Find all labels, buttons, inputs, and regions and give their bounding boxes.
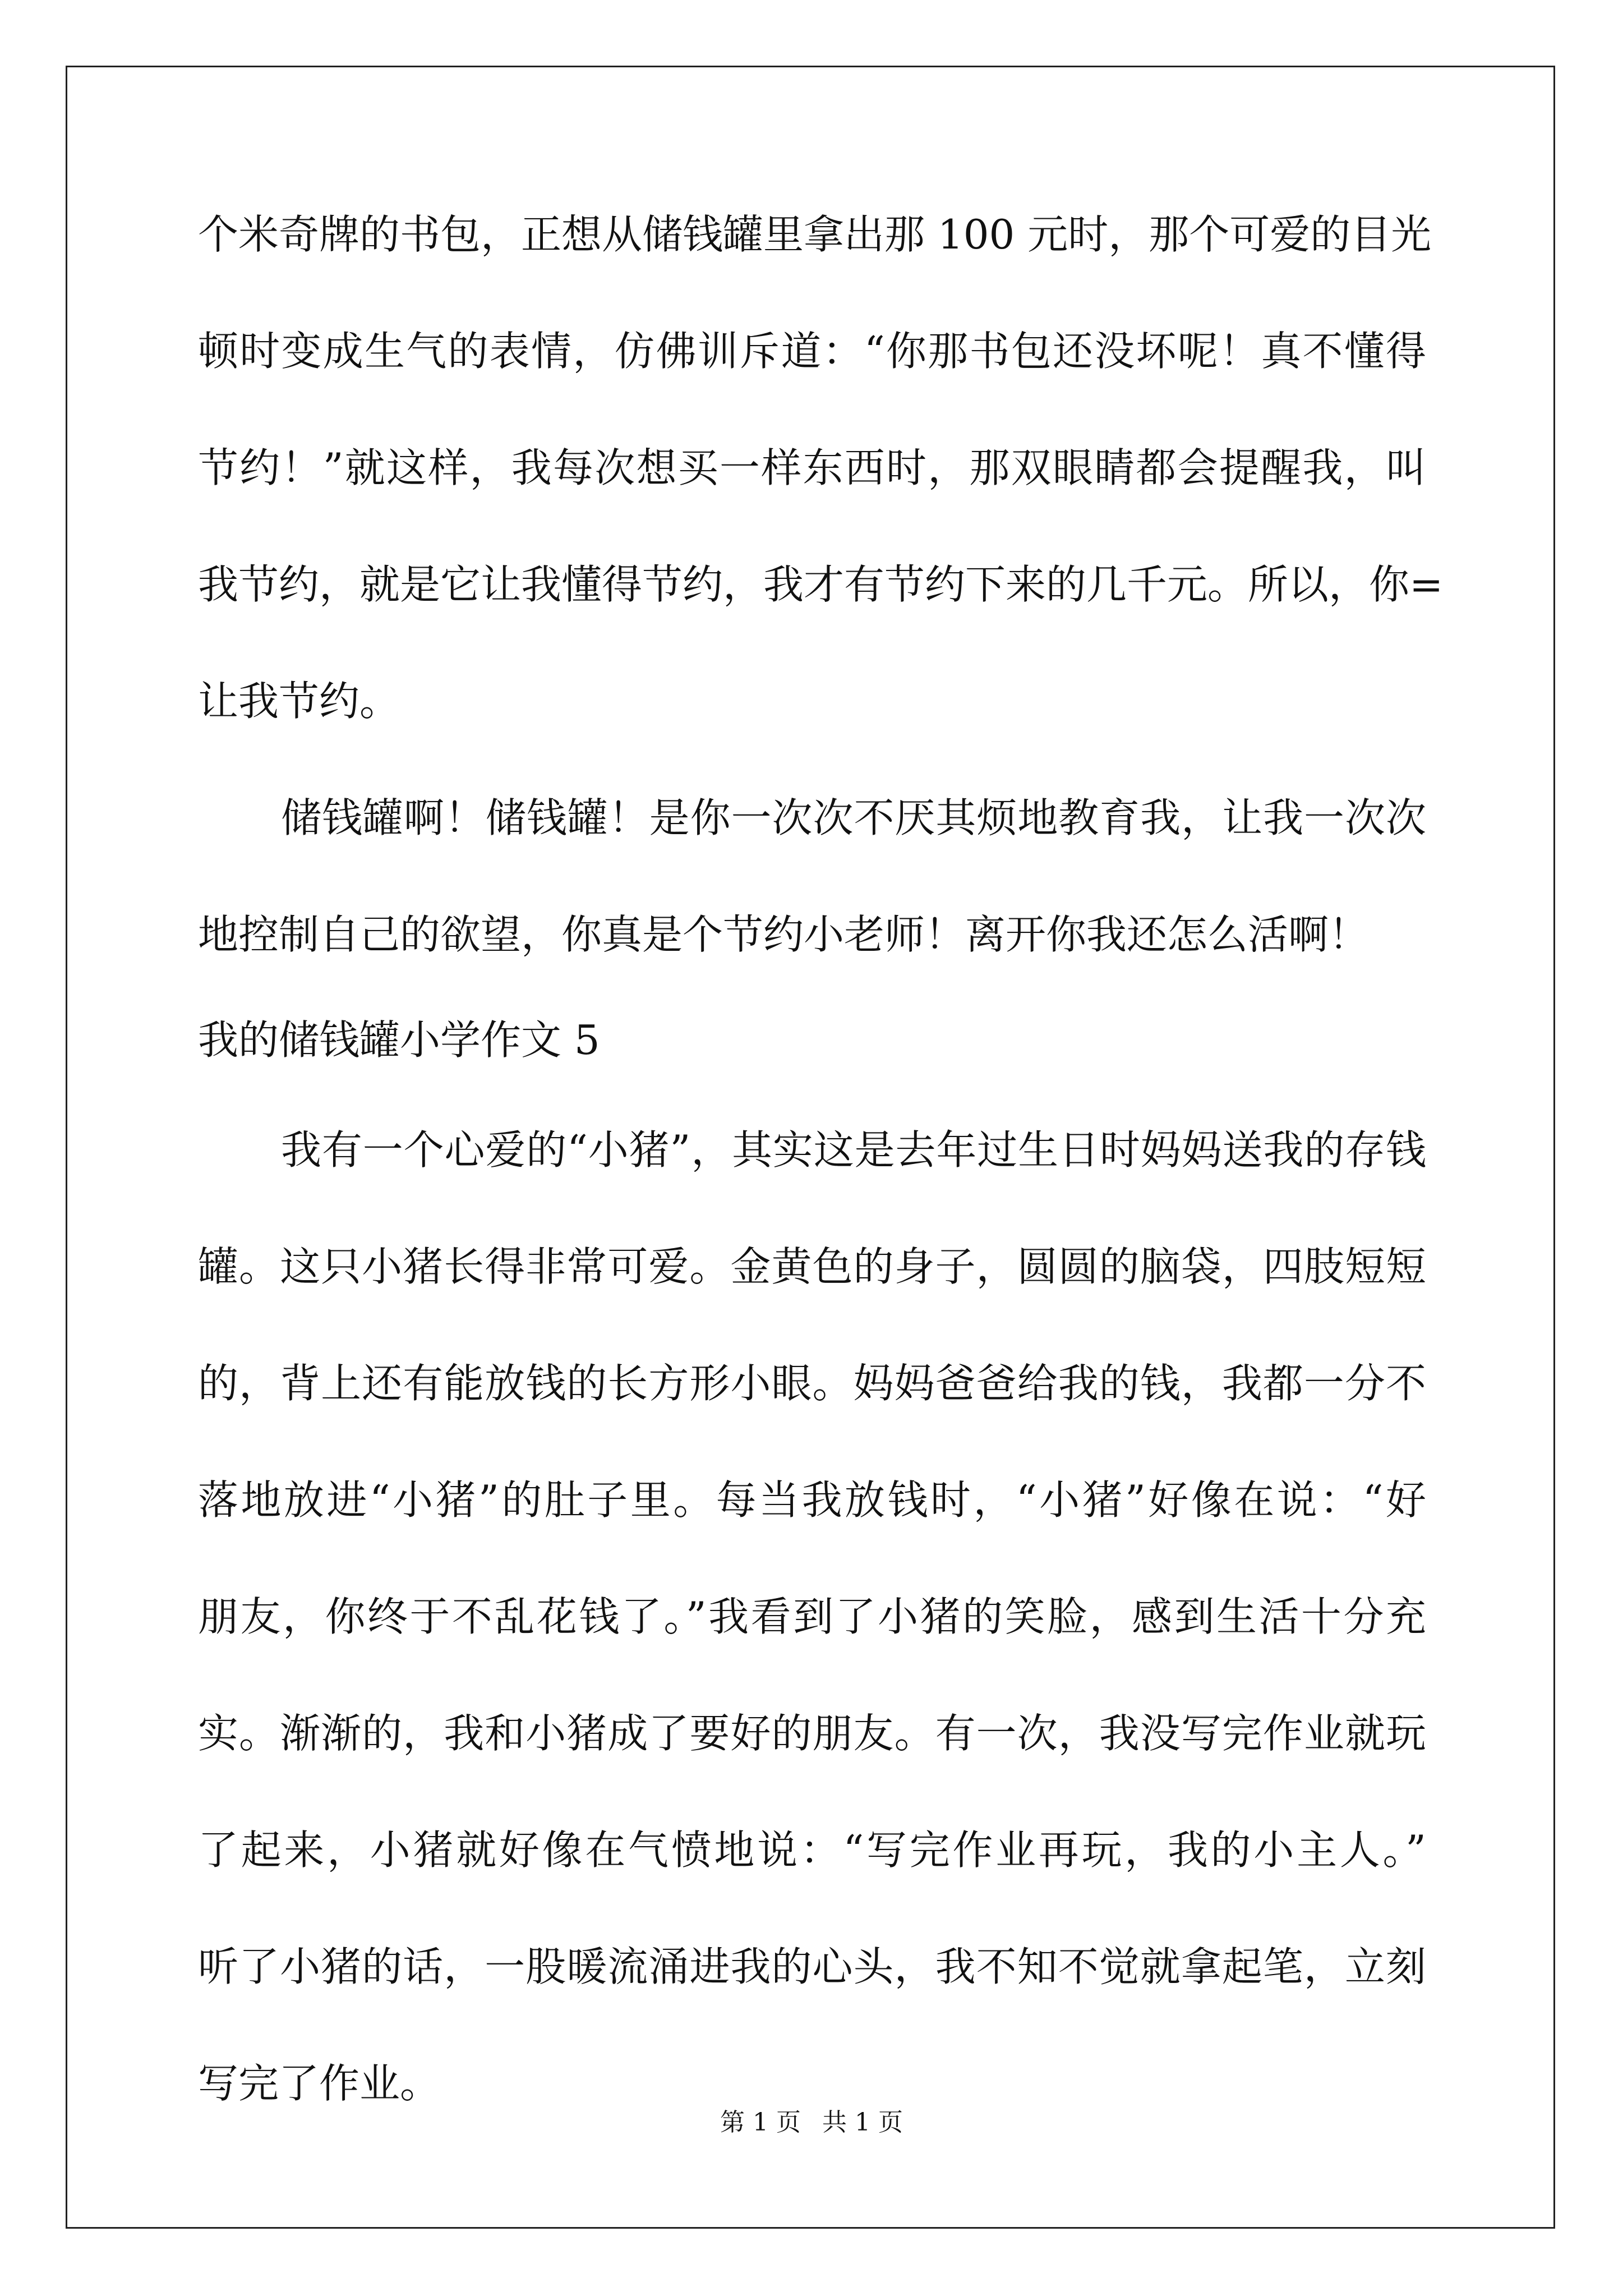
- text-line: 地控制自己的欲望，你真是个节约小老师！离开你我还怎么活啊！: [198, 911, 1370, 958]
- paragraph-start-line: 储钱罐啊！储钱罐！是你一次次不厌其烦地教育我，让我一次次: [281, 794, 1426, 841]
- text-line: 顿时变成生气的表情，仿佛训斥道：“你那书包还没坏呢！真不懂得: [198, 328, 1426, 375]
- text-line: 实。渐渐的，我和小猪成了要好的朋友。有一次，我没写完作业就玩: [198, 1710, 1426, 1757]
- text-line: 我节约，就是它让我懂得节约，我才有节约下来的几千元。所以，你=: [198, 561, 1444, 608]
- page-number: 第 1 页: [720, 2108, 801, 2137]
- section-heading: 我的储钱罐小学作文 5: [198, 1016, 600, 1064]
- text-line: 的，背上还有能放钱的长方形小眼。妈妈爸爸给我的钱，我都一分不: [198, 1360, 1426, 1407]
- page-footer: [0, 2107, 1623, 2138]
- text-line: 让我节约。: [198, 678, 400, 725]
- text-line: 节约！”就这样，我每次想买一样东西时，那双眼睛都会提醒我，叫: [198, 444, 1426, 491]
- text-line: 落地放进“小猪”的肚子里。每当我放钱时，“小猪”好像在说：“好: [198, 1476, 1426, 1524]
- text-line: 听了小猪的话，一股暖流涌进我的心头，我不知不觉就拿起笔，立刻: [198, 1943, 1426, 1990]
- paragraph-start-line: 我有一个心爱的“小猪”，其实这是去年过生日时妈妈送我的存钱: [281, 1126, 1426, 1174]
- text-line: 罐。这只小猪长得非常可爱。金黄色的身子，圆圆的脑袋，四肢短短: [198, 1243, 1426, 1290]
- text-line: 写完了作业。: [198, 2060, 441, 2107]
- text-line: 了起来，小猪就好像在气愤地说：“写完作业再玩，我的小主人。”: [198, 1826, 1426, 1874]
- text-line: 个米奇牌的书包，正想从储钱罐里拿出那 100 元时，那个可爱的目光: [198, 211, 1432, 258]
- text-line: 朋友，你终于不乱花钱了。”我看到了小猪的笑脸，感到生活十分充: [198, 1593, 1426, 1640]
- page-total: 共 1 页: [822, 2108, 903, 2137]
